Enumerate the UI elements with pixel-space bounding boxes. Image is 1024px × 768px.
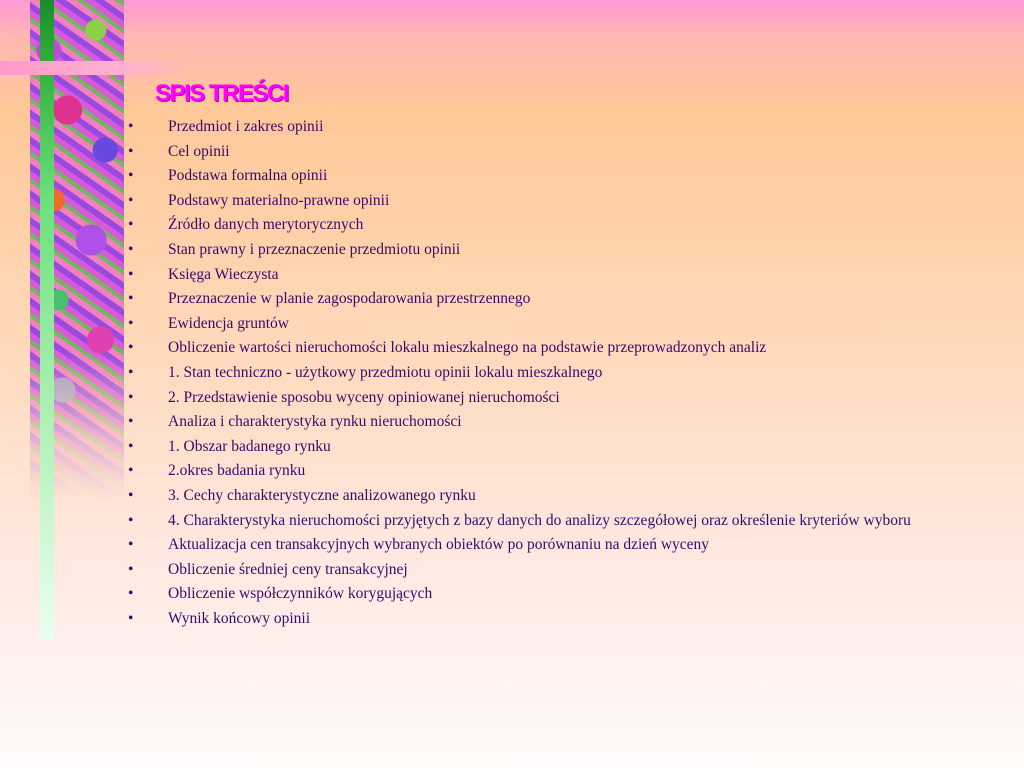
bullet-icon: •	[128, 314, 134, 332]
toc-item	[128, 511, 948, 531]
decorative-horizontal-bar	[0, 61, 196, 75]
toc-item	[128, 486, 948, 506]
bullet-icon: •	[128, 290, 134, 308]
bullet-icon: •	[128, 511, 134, 529]
toc-item	[128, 240, 948, 260]
toc-item	[128, 609, 948, 629]
toc-item-text: Wynik końcowy opinii	[168, 609, 310, 627]
decorative-vertical-bar	[40, 0, 54, 640]
toc-item	[128, 338, 948, 358]
toc-item	[128, 166, 948, 186]
toc-item-text: 4. Charakterystyka nieruchomości przyjętych z bazy danych do analizy szczegółowej oraz określenie kryteriów wyboru	[168, 511, 911, 529]
toc-item	[128, 584, 948, 604]
toc-item	[128, 215, 948, 235]
toc-item	[128, 560, 948, 580]
toc-item	[128, 314, 948, 334]
toc-item-text: Obliczenie średniej ceny transakcyjnej	[168, 560, 408, 578]
bullet-icon: •	[128, 413, 134, 431]
toc-item	[128, 412, 948, 432]
toc-item	[128, 142, 948, 162]
toc-item	[128, 363, 948, 383]
toc-item-text: Podstawy materialno-prawne opinii	[168, 191, 390, 209]
toc-item-text: 3. Cechy charakterystyczne analizowanego rynku	[168, 486, 476, 504]
toc-item-text: Cel opinii	[168, 142, 230, 160]
toc-item-text: Podstawa formalna opinii	[168, 167, 328, 185]
toc-item-text: Aktualizacja cen transakcyjnych wybranych obiektów po porównaniu na dzień wyceny	[168, 536, 710, 554]
bullet-icon: •	[128, 142, 134, 160]
bullet-icon: •	[128, 240, 134, 258]
slide-title: SPIS TREŚCI	[155, 80, 288, 107]
toc-item-text: Obliczenie współczynników korygujących	[168, 585, 433, 603]
toc-item-text: Przeznaczenie w planie zagospodarowania przestrzennego	[168, 290, 531, 308]
toc-item-text: Ewidencja gruntów	[168, 314, 289, 332]
toc-item-text: Źródło danych merytorycznych	[168, 216, 364, 234]
bullet-icon: •	[128, 388, 134, 406]
bullet-icon: •	[128, 216, 134, 234]
bullet-icon: •	[128, 118, 134, 135]
toc-item	[128, 535, 948, 555]
bullet-icon: •	[128, 265, 134, 283]
toc-item	[128, 191, 948, 211]
toc-item-text: Księga Wieczysta	[168, 265, 279, 283]
toc-item	[128, 117, 948, 137]
toc-item-text: Analiza i charakterystyka rynku nieruchomości	[168, 413, 462, 431]
bullet-icon: •	[128, 339, 134, 357]
toc-item-text: 2.okres badania rynku	[168, 462, 306, 480]
toc-item-text: 2. Przedstawienie sposobu wyceny opiniowanej nieruchomości	[168, 388, 560, 406]
bullet-icon: •	[128, 462, 134, 480]
bullet-icon: •	[128, 437, 134, 455]
toc-item-text: Stan prawny i przeznaczenie przedmiotu opinii	[168, 240, 461, 258]
toc-item	[128, 265, 948, 285]
toc-item-text: 1. Stan techniczno - użytkowy przedmiotu opinii lokalu mieszkalnego	[168, 363, 603, 381]
bullet-icon: •	[128, 167, 134, 185]
bullet-icon: •	[128, 363, 134, 381]
bullet-icon: •	[128, 609, 134, 627]
toc-item	[128, 437, 948, 457]
toc-item	[128, 461, 948, 481]
toc-item-text: Przedmiot i zakres opinii	[168, 118, 324, 135]
table-of-contents-list	[128, 117, 948, 633]
bullet-icon: •	[128, 585, 134, 603]
toc-item	[128, 388, 948, 408]
toc-item-text: 1. Obszar badanego rynku	[168, 437, 331, 455]
toc-item	[128, 289, 948, 309]
bullet-icon: •	[128, 560, 134, 578]
bullet-icon: •	[128, 536, 134, 554]
toc-item-text: Obliczenie wartości nieruchomości lokalu mieszkalnego na podstawie przeprowadzonych analiz	[168, 339, 767, 357]
bullet-icon: •	[128, 486, 134, 504]
bullet-icon: •	[128, 191, 134, 209]
